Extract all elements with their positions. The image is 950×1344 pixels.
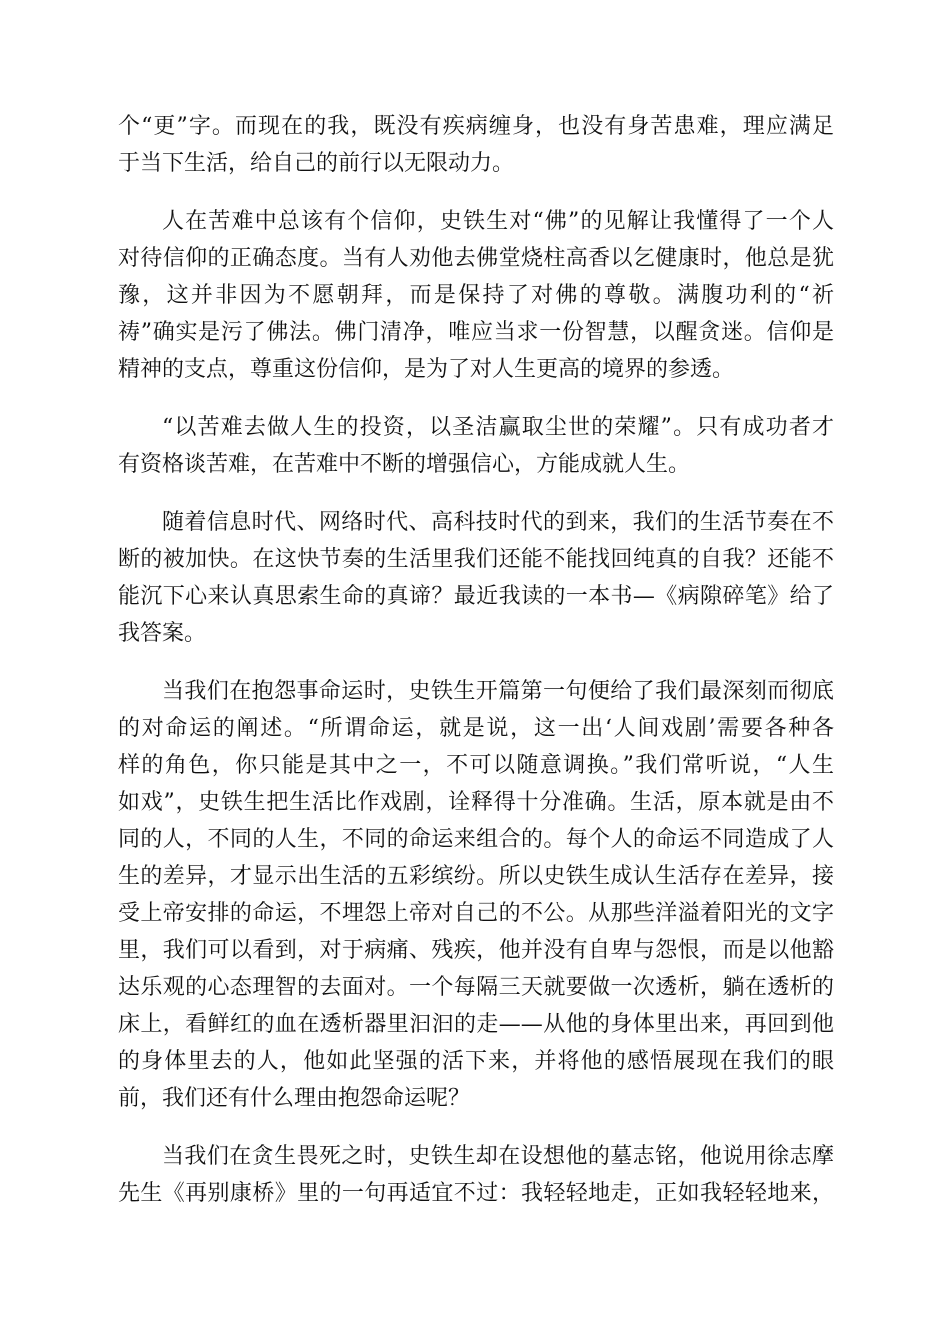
text-line: 受上帝安排的命运，不埋怨上帝对自己的不公。从那些洋溢着阳光的文字: [118, 901, 834, 926]
document-page: [118, 108, 834, 1233]
text-line: 的身体里去的人，他如此坚强的活下来，并将他的感悟展现在我们的眼: [118, 1049, 834, 1074]
text-line: 达乐观的心态理智的去面对。一个每隔三天就要做一次透析，躺在透析的: [118, 975, 834, 1000]
paragraph: [118, 409, 834, 483]
text-line: 个“更”字。而现在的我，既没有疾病缠身，也没有身苦患难，理应满足: [118, 114, 834, 139]
text-line: 我答案。: [118, 621, 207, 646]
text-line: 当我们在贪生畏死之时，史铁生却在设想他的墓志铭，他说用徐志摩: [162, 1144, 834, 1169]
text-line: 前，我们还有什么理由抱怨命运呢？: [118, 1086, 471, 1111]
paragraph: [118, 108, 834, 182]
paragraph: [118, 504, 834, 652]
text-line: 当我们在抱怨事命运时，史铁生开篇第一句便给了我们最深刻而彻底: [162, 679, 834, 704]
text-line: 豫，这并非因为不愿朝拜，而是保持了对佛的尊敬。满腹功利的“祈: [118, 283, 834, 308]
text-line: 的对命运的阐述。“所谓命运，就是说，这一出‘人间戏剧’需要各种各: [118, 716, 834, 741]
text-line: 同的人，不同的人生，不同的命运来组合的。每个人的命运不同造成了人: [118, 827, 834, 852]
text-line: 随着信息时代、网络时代、高科技时代的到来，我们的生活节奏在不: [162, 510, 834, 535]
paragraph: [118, 673, 834, 1117]
text-line: 生的差异，才显示出生活的五彩缤纷。所以史铁生成认生活存在差异，接: [118, 864, 834, 889]
text-line: 人在苦难中总该有个信仰，史铁生对“佛”的见解让我懂得了一个人: [162, 209, 834, 234]
text-line: 先生《再别康桥》里的一句再适宜不过：我轻轻地走，正如我轻轻地来，: [118, 1181, 834, 1206]
text-line: 祷”确实是污了佛法。佛门清净，唯应当求一份智慧，以醒贪迷。信仰是: [118, 320, 834, 345]
text-line: “以苦难去做人生的投资，以圣洁赢取尘世的荣耀”。只有成功者才: [162, 415, 834, 440]
text-line: 对待信仰的正确态度。当有人劝他去佛堂烧柱高香以乞健康时，他总是犹: [118, 246, 834, 271]
text-line: 能沉下心来认真思索生命的真谛？最近我读的一本书—《病隙碎笔》给了: [118, 584, 834, 609]
text-line: 里，我们可以看到，对于病痛、残疾，他并没有自卑与怨恨，而是以他豁: [118, 938, 834, 963]
paragraph: [118, 203, 834, 388]
text-line: 于当下生活，给自己的前行以无限动力。: [118, 151, 515, 176]
text-line: 断的被加快。在这快节奏的生活里我们还能不能找回纯真的自我？还能不: [118, 547, 834, 572]
text-line: 精神的支点，尊重这份信仰，是为了对人生更高的境界的参透。: [118, 357, 735, 382]
text-line: 如戏”，史铁生把生活比作戏剧，诠释得十分准确。生活，原本就是由不: [118, 790, 834, 815]
text-line: 床上，看鲜红的血在透析器里汩汩的走——从他的身体里出来，再回到他: [118, 1012, 834, 1037]
text-line: 样的角色，你只能是其中之一，不可以随意调换。”我们常听说，“人生: [118, 753, 834, 778]
text-line: 有资格谈苦难，在苦难中不断的增强信心，方能成就人生。: [118, 452, 691, 477]
paragraph: [118, 1138, 834, 1212]
